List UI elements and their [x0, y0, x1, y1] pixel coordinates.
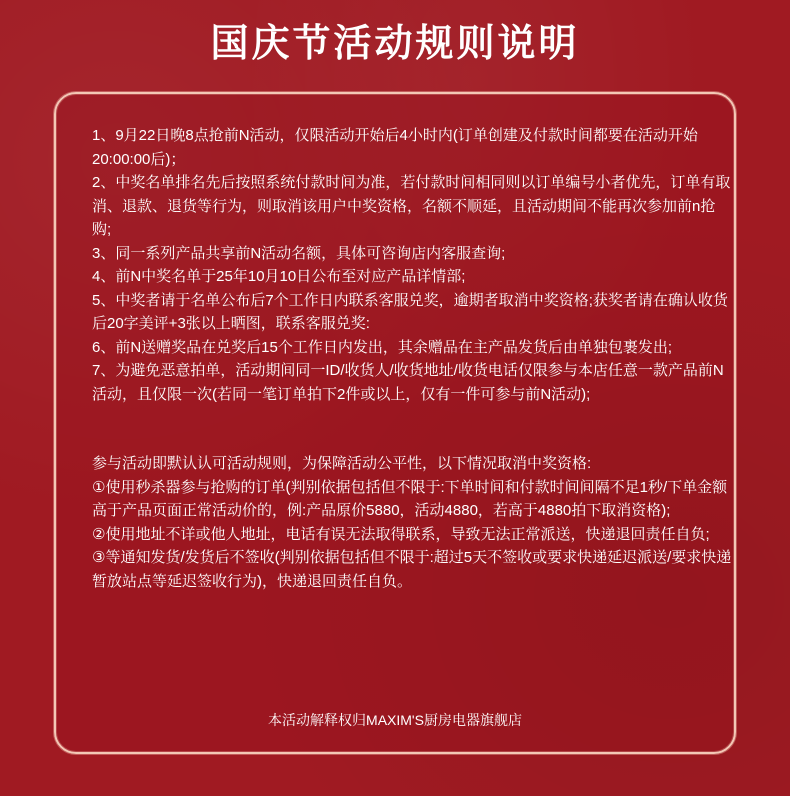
rule-item-1: 1、9月22日晚8点抢前N活动，仅限活动开始后4小时内(订单创建及付款时间都要在活动开始20:00:00后)；: [92, 127, 698, 168]
rules-text: [92, 124, 732, 593]
rule-item-3: 3、同一系列产品共享前N活动名额，具体可咨询店内客服查询;: [92, 244, 506, 262]
rule-item-2: 2、中奖名单排名先后按照系统付款时间为准，若付款时间相同则以订单编号小者优先，订单有取消、退款、退货等行为，则取消该用户中奖资格，名额不顺延，且活动期间不能再次参加前n抢购;: [92, 174, 731, 238]
rule-item-5: 5、中奖者请于名单公布后7个工作日内联系客服兑奖，逾期者取消中奖资格;获奖者请在确认收货后20字美评+3张以上晒图，联系客服兑奖:: [92, 291, 728, 332]
disqualify-item-2: ②使用地址不详或他人地址，电话有误无法取得联系，导致无法正常派送，快递退回责任自负;: [92, 525, 710, 543]
footer-note: 本活动解释权归MAXIM'S厨房电器旗舰店: [268, 712, 522, 728]
rule-item-6: 6、前N送赠奖品在兑奖后15个工作日内发出，其余赠品在主产品发货后由单独包裹发出;: [92, 338, 673, 356]
disqualify-intro: 参与活动即默认认可活动规则，为保障活动公平性，以下情况取消中奖资格:: [92, 455, 592, 472]
rule-item-4: 4、前N中奖名单于25年10月10日公布至对应产品详情部;: [92, 268, 466, 285]
disqualify-item-1: ①使用秒杀器参与抢购的订单(判别依据包括但不限于:下单时间和付款时间间隔不足1秒/下单金额高于产品页面正常活动价的，例:产品原价5880，活动4880，若高于4880拍下取消资格);: [92, 478, 728, 519]
disqualify-item-3: ③等通知发货/发货后不签收(判别依据包括但不限于:超过5天不签收或要求快递延迟派送/要求快递暂放站点等延迟签收行为)，快递退回责任自负。: [92, 549, 732, 590]
section-spacer: [92, 406, 732, 452]
page-title: 国庆节活动规则说明: [210, 23, 580, 65]
rule-item-7: 7、为避免恶意拍单，活动期间同一ID/收货人/收货地址/收货电话仅限参与本店任意一款产品前N活动，且仅限一次(若同一笔订单拍下2件或以上，仅有一件可参与前N活动);: [92, 362, 724, 403]
